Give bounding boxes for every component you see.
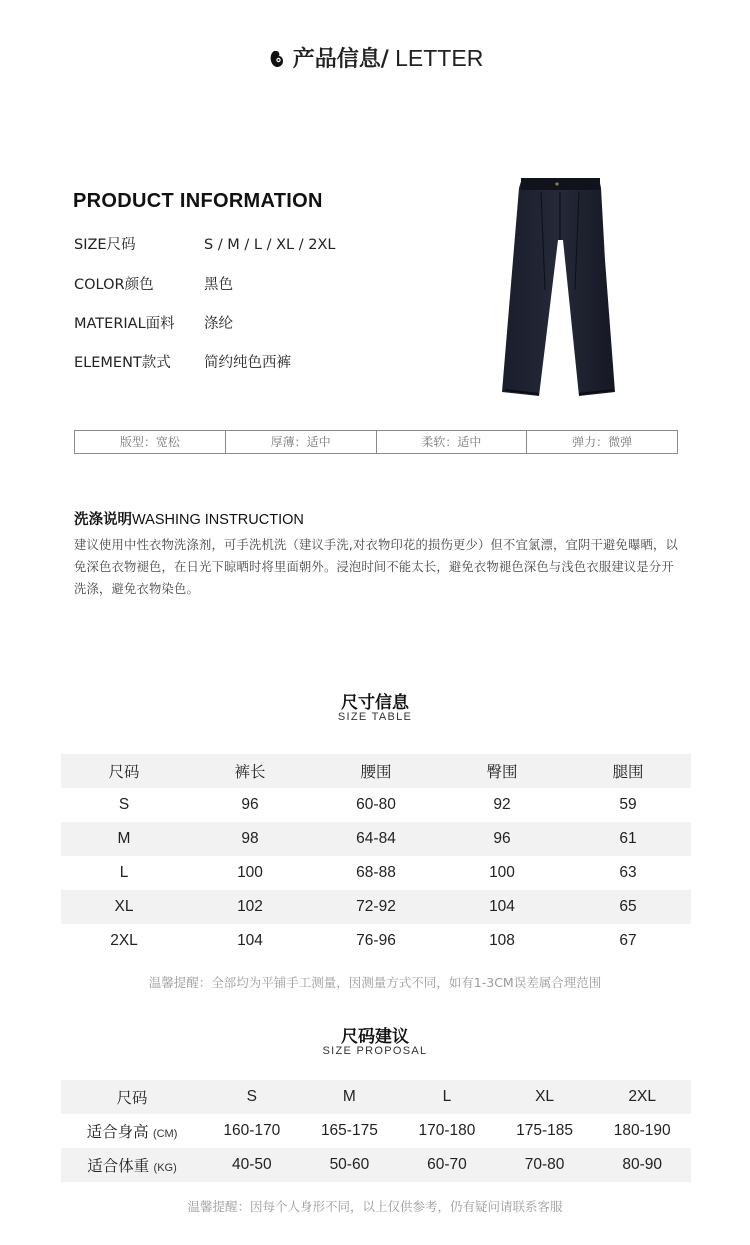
- table-cell: 175-185: [516, 1122, 574, 1139]
- table-cell: 40-50: [203, 1148, 301, 1182]
- info-label: COLOR颜色: [74, 277, 154, 293]
- unit-label: (KG): [153, 1162, 177, 1174]
- table-cell: 2XL: [110, 932, 138, 949]
- header-title-zh: 产品信息/: [292, 47, 389, 72]
- table-row-label: [61, 1148, 203, 1182]
- table-cell: 98: [187, 822, 313, 856]
- height-label: 适合身高: [86, 1124, 149, 1141]
- attr-elasticity: 弹力：微弹: [572, 435, 633, 449]
- table-cell: 76-96: [356, 932, 396, 949]
- info-value: 黑色: [204, 277, 233, 293]
- table-cell: 50-60: [301, 1148, 399, 1182]
- size-table-note: 温馨提醒：全部均为平铺手工测量，因测量方式不同，如有1-3CM误差属合理范围: [148, 975, 602, 990]
- size-proposal-title: 尺码建议: [341, 1027, 409, 1047]
- table-cell: 100: [237, 864, 263, 881]
- size-proposal-table: [61, 1080, 691, 1182]
- table-cell: 96: [241, 796, 259, 813]
- table-header-row: [61, 754, 691, 788]
- size-proposal-subtitle: SIZE PROPOSAL: [322, 1045, 428, 1057]
- size-table-title: 尺寸信息: [341, 693, 409, 713]
- table-header-row: [61, 1080, 691, 1114]
- table-cell: 165-175: [320, 1122, 378, 1139]
- table-header-cell: 腰围: [313, 754, 439, 788]
- table-header-cell: 腿围: [565, 754, 691, 788]
- table-cell: 92: [493, 796, 511, 813]
- table-row: [61, 1148, 691, 1182]
- attribute-bar: [74, 430, 678, 454]
- table-row: [61, 924, 691, 958]
- header-title-en: LETTER: [388, 45, 484, 71]
- table-cell: 80-90: [593, 1148, 691, 1182]
- size-proposal-note: 温馨提醒：因每个人身形不同，以上仅供参考，仍有疑问请联系客服: [187, 1199, 563, 1214]
- table-row: [61, 1114, 691, 1148]
- table-header-cell: 尺码: [61, 754, 187, 788]
- washing-title-zh: 洗涤说明: [74, 512, 132, 528]
- weight-label: 适合体重: [87, 1158, 150, 1175]
- table-cell: 63: [619, 864, 637, 881]
- table-header-cell: L: [398, 1080, 496, 1114]
- brand-logo-icon: [267, 49, 287, 69]
- table-cell: 180-190: [613, 1122, 671, 1139]
- table-cell: 68-88: [356, 864, 396, 881]
- table-cell: 104: [237, 932, 263, 949]
- table-header-cell: 尺码: [61, 1080, 203, 1114]
- unit-label: (CM): [152, 1128, 178, 1140]
- pants-product-image: [495, 170, 625, 402]
- table-cell: XL: [61, 890, 187, 924]
- table-cell: 67: [619, 932, 637, 949]
- table-cell: M: [61, 822, 187, 856]
- table-cell: 59: [619, 796, 637, 813]
- table-cell: 170-180: [418, 1122, 476, 1139]
- table-cell: 60-80: [356, 796, 396, 813]
- table-cell: 100: [489, 864, 515, 881]
- table-cell: L: [119, 864, 129, 881]
- table-row: [61, 788, 691, 822]
- table-header-cell: M: [301, 1080, 399, 1114]
- info-value: 涤纶: [204, 316, 233, 332]
- info-row-material: [74, 312, 233, 333]
- info-value: S / M / L / XL / 2XL: [204, 237, 336, 253]
- brand-header: [0, 42, 750, 73]
- table-cell: 108: [489, 932, 515, 949]
- info-value: 简约纯色西裤: [204, 355, 291, 371]
- product-info-title: PRODUCT INFORMATION: [73, 190, 323, 212]
- washing-title: [74, 508, 304, 529]
- table-cell: 70-80: [496, 1148, 594, 1182]
- table-header-cell: S: [203, 1080, 301, 1114]
- attr-fit: 版型：宽松: [75, 431, 226, 453]
- table-header-cell: 2XL: [593, 1080, 691, 1114]
- table-header-cell: XL: [496, 1080, 594, 1114]
- table-cell: 60-70: [398, 1148, 496, 1182]
- info-label: SIZE尺码: [74, 237, 136, 253]
- info-label: MATERIAL面料: [74, 316, 175, 332]
- table-row: [61, 856, 691, 890]
- info-label: ELEMENT款式: [74, 355, 171, 371]
- table-header-cell: 臀围: [439, 754, 565, 788]
- info-row-color: [74, 273, 233, 294]
- info-row-size: [74, 233, 335, 254]
- table-cell: 64-84: [313, 822, 439, 856]
- washing-text: 建议使用中性衣物洗涤剂，可手洗机洗（建议手洗,对衣物印花的损伤更少）但不宜氯漂，宜阴干避免曝晒，以免深色衣物褪色，在日光下晾晒时将里面朝外。浸泡时间不能太长，避免衣物褪色深色与浅色衣服建议是分开洗涤，避免衣物染色。: [74, 538, 678, 596]
- table-cell: 102: [187, 890, 313, 924]
- table-row: [61, 822, 691, 856]
- table-cell: S: [118, 796, 130, 813]
- attr-softness: 柔软：适中: [377, 431, 528, 453]
- attr-thickness: 厚薄：适中: [226, 431, 377, 453]
- size-table: [61, 754, 691, 958]
- table-cell: 61: [565, 822, 691, 856]
- table-row: [61, 890, 691, 924]
- table-cell: 104: [439, 890, 565, 924]
- size-table-subtitle: SIZE TABLE: [337, 711, 413, 723]
- table-cell: 96: [439, 822, 565, 856]
- table-cell: 65: [565, 890, 691, 924]
- table-row-label: [61, 1114, 203, 1148]
- table-cell: 160-170: [223, 1122, 281, 1139]
- table-cell: 72-92: [313, 890, 439, 924]
- table-header-cell: 裤长: [187, 754, 313, 788]
- washing-title-en: WASHING INSTRUCTION: [132, 512, 304, 528]
- info-row-element: [74, 351, 291, 372]
